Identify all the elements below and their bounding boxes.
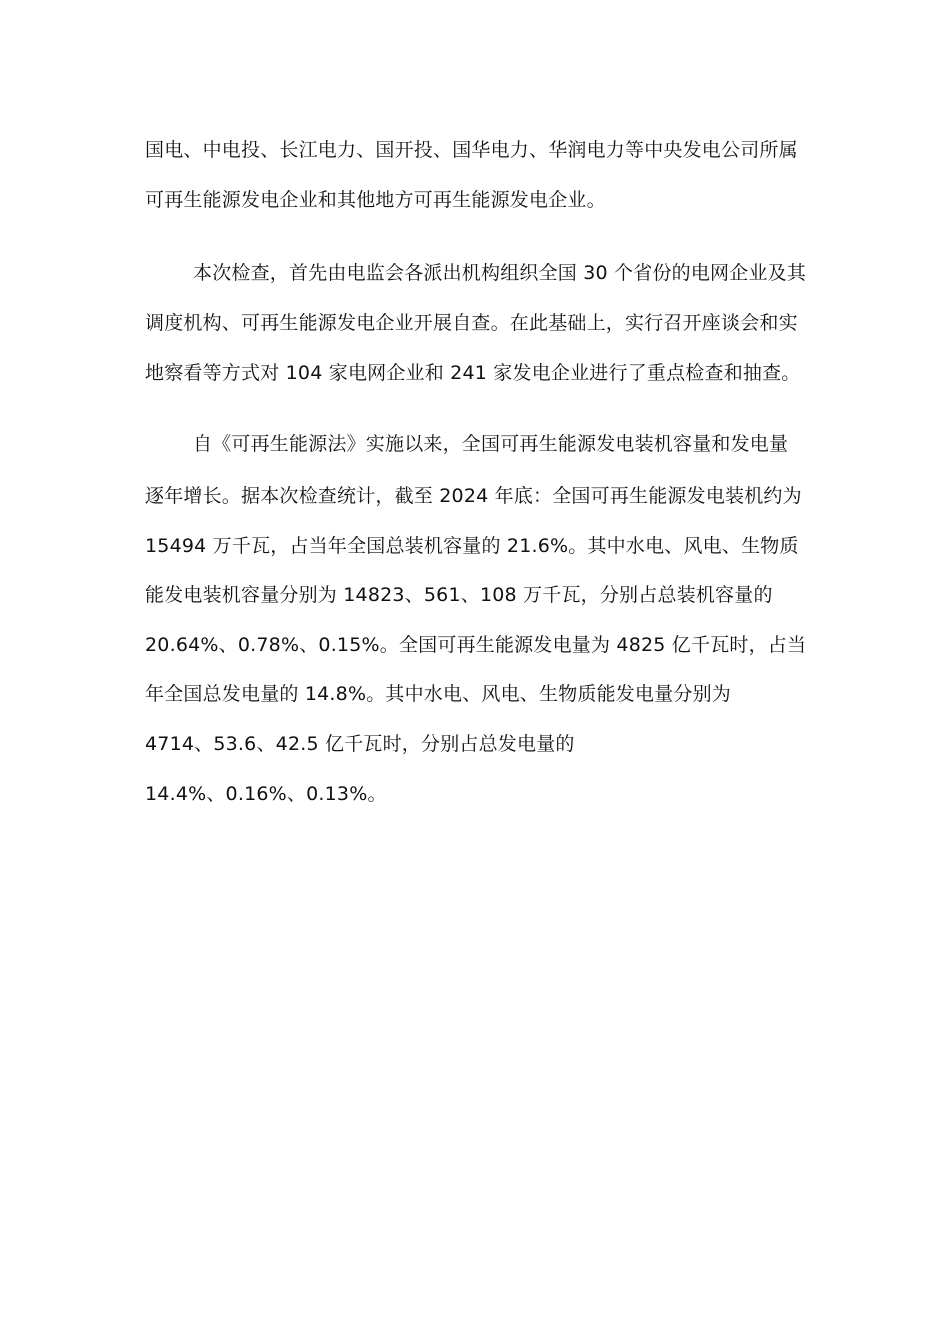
paragraph-line: 自《可再生能源法》实施以来，全国可再生能源发电装机容量和发电量 [193,433,789,455]
paragraph-line: 调度机构、可再生能源发电企业开展自查。在此基础上，实行召开座谈会和实 [145,312,798,334]
paragraph-line: 国电、中电投、长江电力、国开投、国华电力、华润电力等中央发电公司所属 [145,139,798,161]
paragraph-line: 15494 万千瓦，占当年全国总装机容量的 21.6%。其中水电、风电、生物质 [145,535,799,557]
paragraph-line: 4714、53.6、42.5 亿千瓦时，分别占总发电量的 [145,733,575,755]
paragraph-line: 地察看等方式对 104 家电网企业和 241 家发电企业进行了重点检查和抽查。 [145,362,801,384]
paragraph-line: 能发电装机容量分别为 14823、561、108 万千瓦，分别占总装机容量的 [145,584,773,606]
paragraph-line: 年全国总发电量的 14.8%。其中水电、风电、生物质能发电量分别为 [145,683,731,705]
paragraph-line: 逐年增长。据本次检查统计，截至 2024 年底：全国可再生能源发电装机约为 [145,485,802,507]
paragraph-line: 本次检查，首先由电监会各派出机构组织全国 30 个省份的电网企业及其 [193,262,807,284]
paragraph-line: 14.4%、0.16%、0.13%。 [145,783,387,805]
paragraph-line: 20.64%、0.78%、0.15%。全国可再生能源发电量为 4825 亿千瓦时，占当 [145,634,807,656]
paragraph-line: 可再生能源发电企业和其他地方可再生能源发电企业。 [145,189,606,211]
